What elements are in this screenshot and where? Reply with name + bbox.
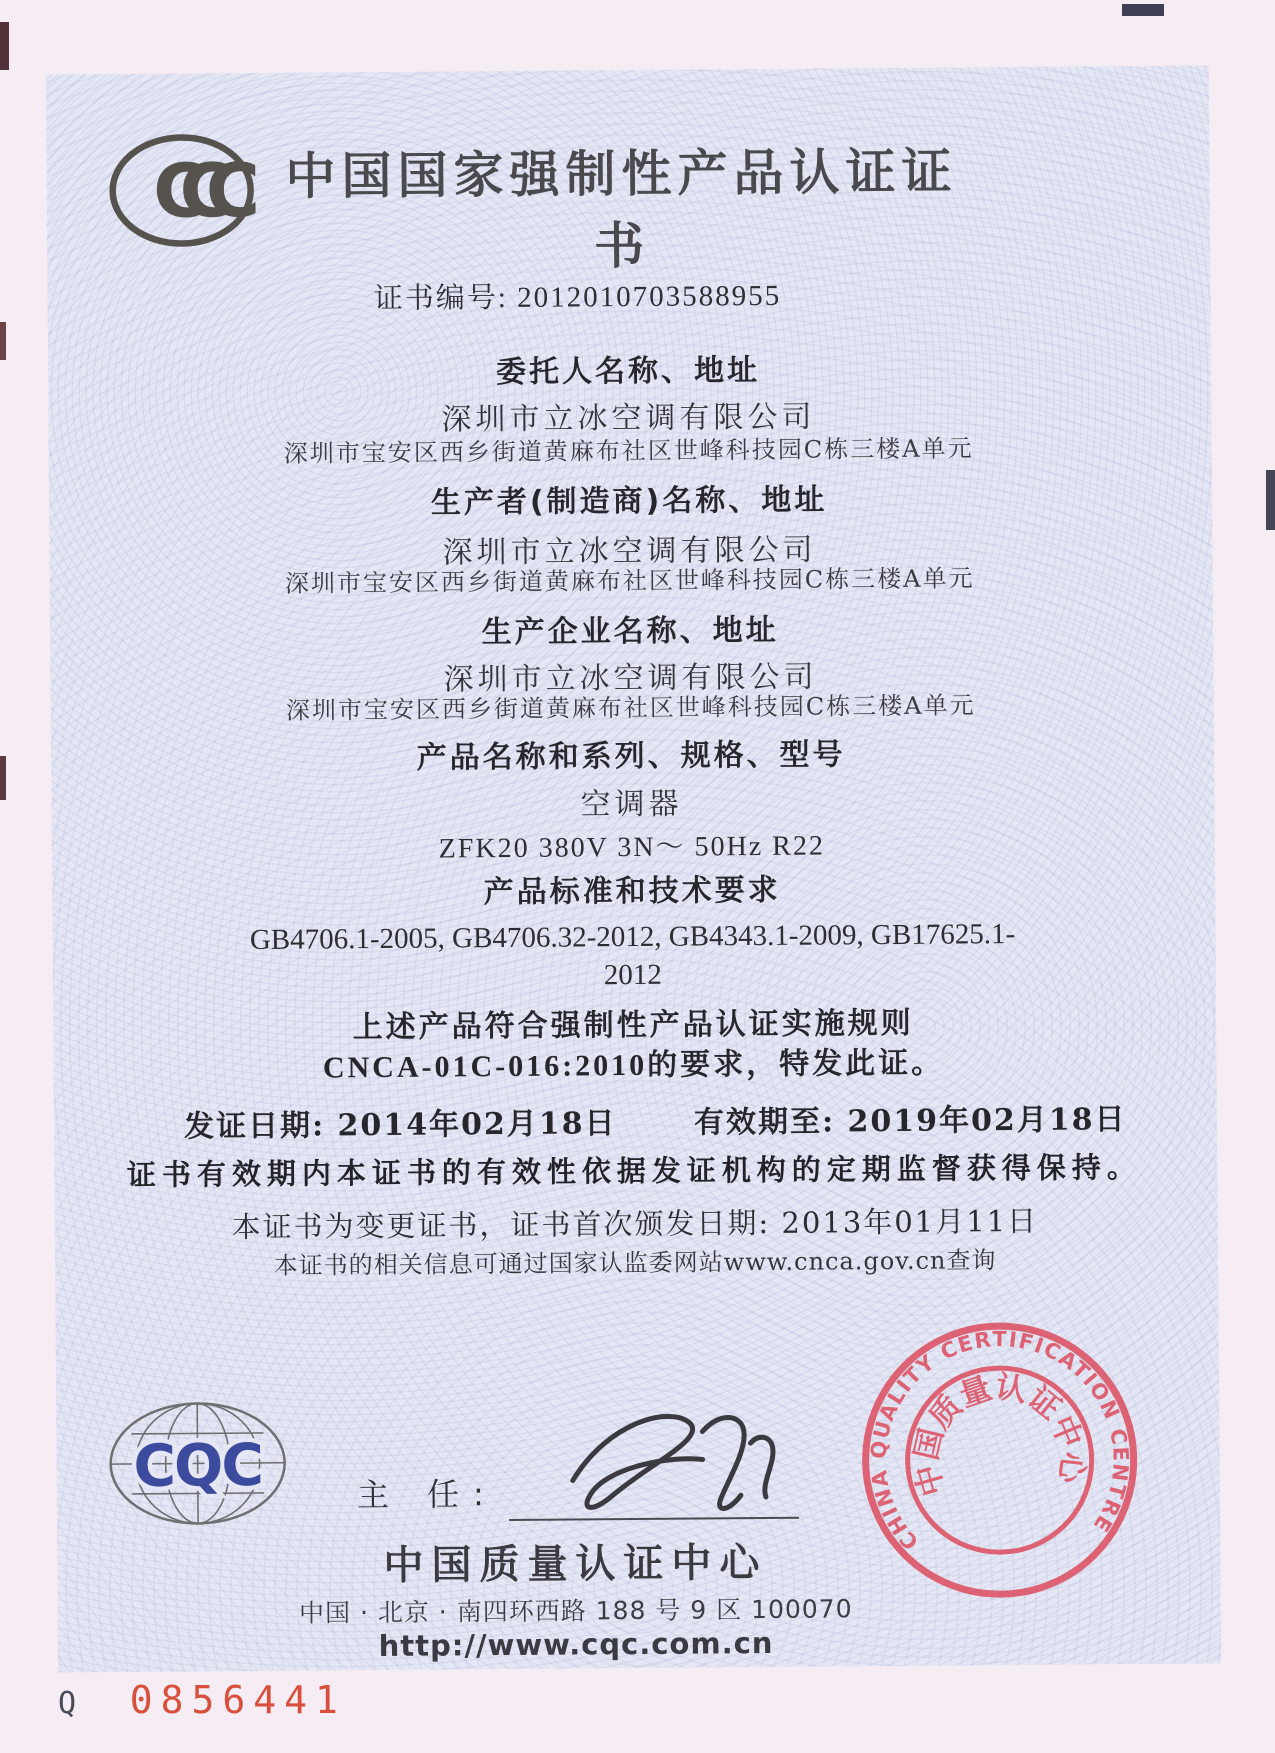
info-note: 本证书的相关信息可通过国家认监委网站www.cnca.gov.cn查询 <box>273 1246 997 1280</box>
product-model: ZFK20 380V 3N～ 50Hz R22 <box>438 830 826 865</box>
certificate-number-line: 证书编号: 2012010703588955 <box>373 279 782 316</box>
change-note: 本证书为变更证书，证书首次颁发日期: 2013年01月11日 <box>231 1203 1039 1245</box>
applicant-name: 深圳市立冰空调有限公司 <box>441 399 816 438</box>
applicant-heading: 委托人名称、地址 <box>495 352 761 391</box>
organization-address: 中国 · 北京 · 南四环西路 188 号 9 区 100070 <box>298 1594 853 1628</box>
factory-address: 深圳市宝安区西乡街道黄麻布社区世峰科技园C栋三楼A单元 <box>285 691 976 725</box>
validity-note: 证书有效期内本证书的有效性依据发证机构的定期监督获得保持。 <box>126 1150 1142 1192</box>
applicant-address: 深圳市宝安区西乡街道黄麻布社区世峰科技园C栋三楼A单元 <box>283 434 974 468</box>
compliance-line1: 上述产品符合强制性产品认证实施规则 <box>352 1005 914 1046</box>
scan-artifact <box>0 756 6 800</box>
serial-number: 0856441 <box>129 1678 346 1722</box>
product-heading: 产品名称和系列、规格、型号 <box>416 737 846 776</box>
serial-prefix: Q <box>58 1686 79 1721</box>
standards-heading: 产品标准和技术要求 <box>483 872 781 911</box>
product-name: 空调器 <box>580 786 683 823</box>
compliance-line2: CNCA-01C-016:2010的要求，特发此证。 <box>322 1046 945 1085</box>
manufacturer-heading: 生产者(制造商)名称、地址 <box>430 482 828 521</box>
organization-website: http://www.cqc.com.cn <box>378 1625 774 1664</box>
factory-heading: 生产企业名称、地址 <box>481 612 779 651</box>
scan-artifact <box>0 22 9 70</box>
seal-ring-text: CHINA QUALITY CERTIFICATION CENTRE <box>866 1327 1133 1555</box>
issue-date: 发证日期: 2014年02月18日 <box>183 1106 617 1145</box>
red-seal-stamp <box>857 1317 1143 1607</box>
certificate-title: 中国国家强制性产品认证证书 <box>285 142 958 276</box>
manufacturer-address: 深圳市宝安区西乡街道黄麻布社区世峰科技园C栋三楼A单元 <box>284 564 975 598</box>
seal-inner-text: 中国质量认证中心 <box>908 1368 1091 1500</box>
ccc-mark-icon <box>106 131 257 254</box>
standards-line1: GB4706.1-2005, GB4706.32-2012, GB4343.1-2009, GB17625.1- <box>249 918 1016 957</box>
scan-artifact <box>0 322 6 360</box>
expiry-date: 有效期至: 2019年02月18日 <box>693 1102 1127 1141</box>
scan-artifact <box>1266 470 1275 530</box>
director-label: 主 任: <box>356 1475 499 1515</box>
ccc-letters: CCC <box>152 148 233 235</box>
director-signature <box>554 1399 785 1525</box>
dates-row <box>54 1093 1217 1145</box>
scan-artifact <box>1122 4 1164 16</box>
cqc-letters: CQC <box>133 1430 263 1500</box>
manufacturer-name: 深圳市立冰空调有限公司 <box>442 532 817 571</box>
serial-number-row <box>58 1678 346 1722</box>
certificate-sheet <box>46 65 1222 1672</box>
standards-line2: 2012 <box>603 958 662 992</box>
factory-name: 深圳市立冰空调有限公司 <box>443 659 818 698</box>
cqc-globe-icon <box>106 1399 289 1532</box>
svg-text:中国质量认证中心 <box>908 1368 1092 1500</box>
organization-name: 中国质量认证中心 <box>383 1539 768 1589</box>
